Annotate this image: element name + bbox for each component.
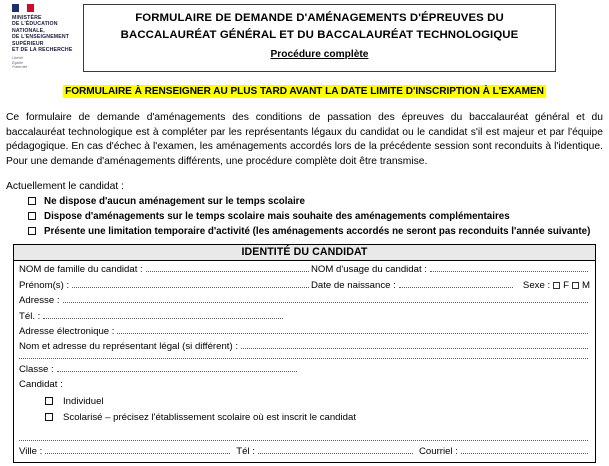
field-representant-legal[interactable] bbox=[19, 339, 590, 354]
ministry-line: DE L'ENSEIGNEMENT bbox=[12, 34, 70, 41]
field-adresse[interactable] bbox=[19, 293, 590, 308]
status-option-label: Dispose d'aménagements sur le temps scolaire mais souhaite des aménagements complémentaires bbox=[44, 211, 510, 223]
field-label: Nom et adresse du représentant légal (si différent) : bbox=[19, 341, 238, 353]
document-header bbox=[0, 0, 609, 72]
status-option-1[interactable] bbox=[28, 195, 609, 208]
candidate-type-label-text: Individuel bbox=[63, 395, 104, 407]
status-option-list bbox=[28, 195, 609, 238]
status-section-label: Actuellement le candidat : bbox=[6, 181, 124, 193]
status-option-2[interactable] bbox=[28, 210, 609, 223]
ministry-logo bbox=[0, 4, 83, 69]
field-classe[interactable] bbox=[19, 362, 590, 377]
checkbox-icon[interactable] bbox=[28, 212, 36, 220]
field-tel[interactable] bbox=[19, 309, 590, 324]
field-nom-famille[interactable] bbox=[19, 262, 311, 277]
identity-section-title: IDENTITÉ DU CANDIDAT bbox=[14, 245, 595, 261]
courriel-input[interactable] bbox=[461, 453, 588, 454]
courriel-label: Courriel : bbox=[418, 445, 458, 457]
prenoms-input[interactable] bbox=[72, 287, 309, 288]
candidate-type-options bbox=[45, 394, 590, 425]
field-prenoms[interactable] bbox=[19, 278, 311, 293]
motto-line: Égalité bbox=[12, 60, 23, 65]
field-date-naissance[interactable] bbox=[311, 278, 590, 293]
candidate-type-label-text: Scolarisé – précisez l'établissement scolaire où est inscrit le candidat bbox=[63, 411, 356, 423]
french-flag-icon bbox=[12, 4, 34, 12]
checkbox-icon-sexe-m[interactable] bbox=[572, 282, 579, 289]
field-label: Classe : bbox=[19, 363, 54, 375]
ministry-name bbox=[12, 15, 83, 53]
identity-fields bbox=[14, 261, 595, 461]
establishment-tel-input[interactable] bbox=[258, 453, 413, 454]
sexe-option-f-label: F bbox=[563, 279, 569, 291]
date-naissance-input[interactable] bbox=[399, 287, 513, 288]
establishment-tel-label: Tél : bbox=[236, 445, 255, 457]
ville-label: Ville : bbox=[19, 445, 43, 457]
field-label: Tél. : bbox=[19, 310, 41, 322]
establishment-name-input[interactable] bbox=[19, 440, 588, 441]
field-adresse-electronique[interactable] bbox=[19, 324, 590, 339]
status-option-label: Présente une limitation temporaire d'activité (les aménagements accordés ne seront pas reconduits l'année suivante) bbox=[44, 226, 591, 238]
sexe-label: Sexe : bbox=[522, 279, 551, 291]
field-label: NOM de famille du candidat : bbox=[19, 264, 143, 276]
ministry-line: MINISTÈRE bbox=[12, 15, 42, 21]
field-label: Adresse électronique : bbox=[19, 326, 115, 337]
ministry-line: DE L'ÉDUCATION bbox=[12, 21, 58, 28]
field-label: NOM d'usage du candidat : bbox=[311, 264, 427, 276]
checkbox-icon[interactable] bbox=[28, 197, 36, 205]
tel-input[interactable] bbox=[43, 318, 283, 319]
section-spacer bbox=[19, 426, 590, 437]
sexe-option-m-label: M bbox=[582, 279, 590, 291]
adresse-electronique-input[interactable] bbox=[117, 333, 588, 334]
establishment-contact-row bbox=[19, 444, 590, 460]
field-row-names bbox=[19, 262, 590, 277]
field-nom-usage[interactable] bbox=[311, 262, 590, 277]
ministry-line: SUPÉRIEUR bbox=[12, 40, 44, 47]
page-title-line-2: BACCALAURÉAT GÉNÉRAL ET DU BACCALAURÉAT TECHNOLOGIQUE bbox=[120, 29, 519, 41]
status-option-label: Ne dispose d'aucun aménagement sur le temps scolaire bbox=[44, 196, 305, 208]
field-label: Date de naissance : bbox=[311, 279, 396, 291]
ville-input[interactable] bbox=[45, 453, 230, 454]
candidate-type-individuel[interactable] bbox=[45, 394, 590, 409]
republic-motto bbox=[12, 56, 83, 69]
document-title-box bbox=[83, 4, 556, 72]
deadline-notice-wrapper bbox=[0, 81, 609, 99]
deadline-notice: FORMULAIRE À RENSEIGNER AU PLUS TARD AVANT LA DATE LIMITE D'INSCRIPTION À L'EXAMEN bbox=[65, 86, 544, 97]
field-sexe[interactable] bbox=[523, 278, 590, 293]
ministry-line: ET DE LA RECHERCHE bbox=[12, 47, 73, 54]
checkbox-icon[interactable] bbox=[45, 413, 53, 421]
page-title-line-1: FORMULAIRE DE DEMANDE D'AMÉNAGEMENTS D'ÉPREUVES DU bbox=[135, 12, 504, 24]
checkbox-icon-sexe-f[interactable] bbox=[553, 282, 560, 289]
representant-legal-input-line-2[interactable] bbox=[19, 358, 588, 359]
checkbox-icon[interactable] bbox=[45, 397, 53, 405]
identity-section bbox=[13, 244, 596, 462]
ministry-line: NATIONALE, bbox=[12, 27, 45, 34]
checkbox-icon[interactable] bbox=[28, 227, 36, 235]
intro-paragraph: Ce formulaire de demande d'aménagements des conditions de passation des épreuves du baccalauréat général et du baccalauréat technologique est à compléter par les représentants légaux du candidat ou le candidat s'il est majeur et par l'équipe pédagogique. En cas d'échec à l'examen, les aménagements accordés lors de la précédente session sont reconduits à l'identique. Pour une demande d'aménagements différents, une procédure complète doit être transmise. bbox=[6, 112, 603, 167]
page-subtitle: Procédure complète bbox=[270, 49, 369, 60]
representant-legal-input[interactable] bbox=[241, 348, 588, 349]
nom-usage-input[interactable] bbox=[430, 271, 588, 272]
candidate-type-scolarise[interactable] bbox=[45, 410, 590, 425]
nom-famille-input[interactable] bbox=[146, 271, 309, 272]
candidate-type-label: Candidat : bbox=[19, 379, 63, 391]
field-label: Adresse : bbox=[19, 295, 60, 307]
field-label: Prénom(s) : bbox=[19, 279, 70, 291]
motto-line: Fraternité bbox=[12, 64, 28, 69]
motto-line: Liberté bbox=[12, 56, 23, 61]
field-row-birth bbox=[19, 278, 590, 293]
status-option-3[interactable] bbox=[28, 225, 609, 238]
classe-input[interactable] bbox=[57, 371, 297, 372]
adresse-input[interactable] bbox=[63, 302, 588, 303]
